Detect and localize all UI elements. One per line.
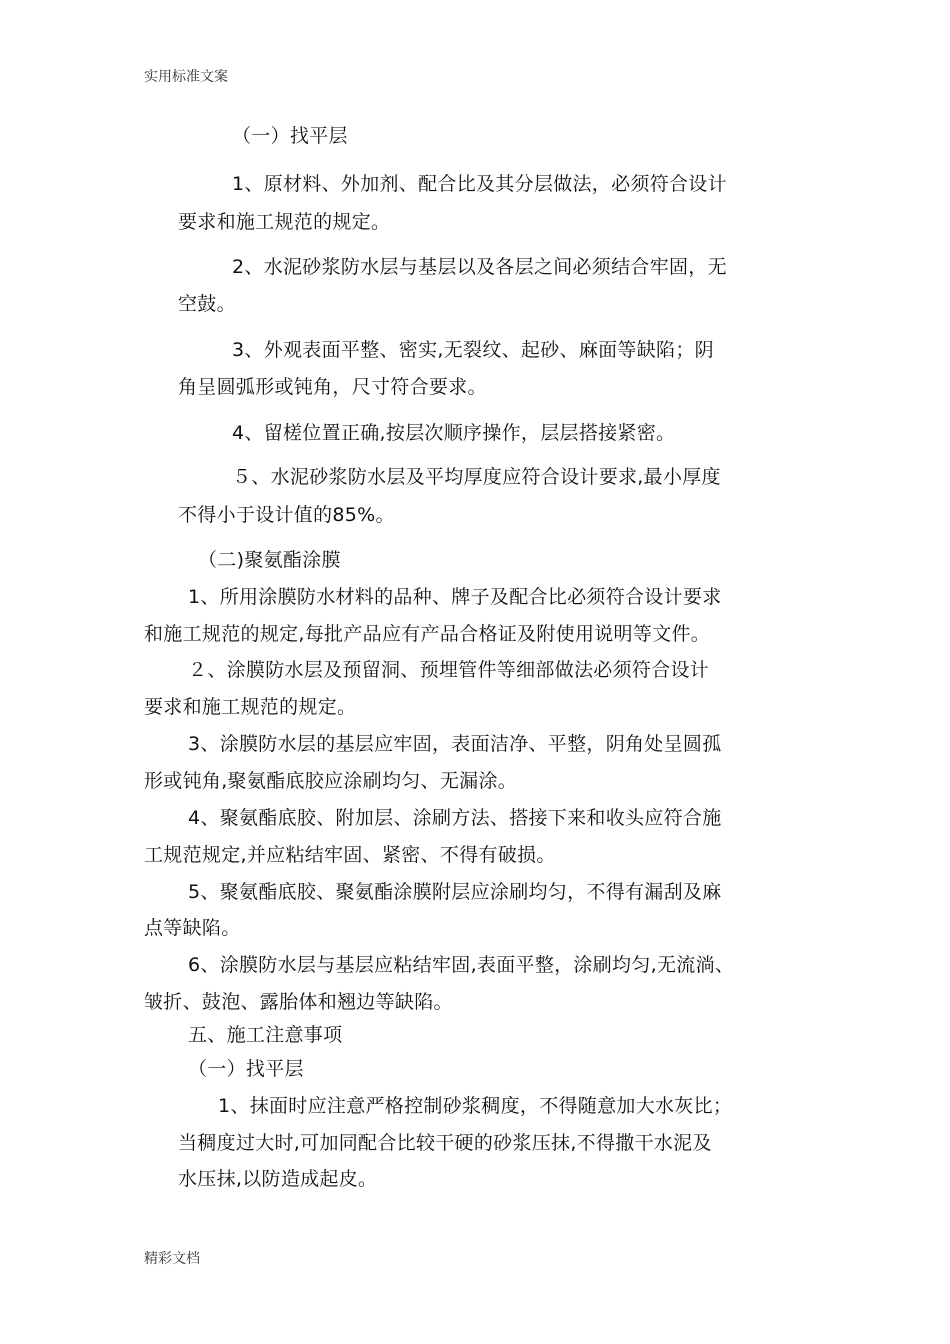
- paragraph-line: ５、水泥砂浆防水层及平均厚度应符合设计要求,最小厚度: [232, 466, 721, 488]
- paragraph-line: 空鼓。: [178, 293, 236, 315]
- paragraph-line: 水压抹,以防造成起皮。: [178, 1168, 378, 1190]
- paragraph-line: 1、原材料、外加剂、配合比及其分层做法，必须符合设计: [232, 173, 727, 195]
- paragraph-line: 2、水泥砂浆防水层与基层以及各层之间必须结合牢固，无: [232, 256, 727, 278]
- paragraph-line: 当稠度过大时,可加同配合比较干硬的砂浆压抹,不得撒干水泥及: [178, 1132, 712, 1154]
- paragraph-line: 4、聚氨酯底胶、附加层、涂刷方法、搭接下来和收头应符合施: [188, 807, 722, 829]
- paragraph-line: 5、聚氨酯底胶、聚氨酯涂膜附层应涂刷均匀，不得有漏刮及麻: [188, 881, 722, 903]
- paragraph-line: 3、涂膜防水层的基层应牢固，表面洁净、平整，阴角处呈圆孤: [188, 733, 722, 755]
- paragraph-line: 和施工规范的规定,每批产品应有产品合格证及附使用说明等文件。: [144, 623, 711, 645]
- paragraph-line: 形或钝角,聚氨酯底胶应涂刷均匀、无漏涂。: [144, 770, 518, 792]
- paragraph-line: 1、抹面时应注意严格控制砂浆稠度，不得随意加大水灰比；: [218, 1095, 733, 1117]
- paragraph-line: 4、留槎位置正确,按层次顺序操作，层层搭接紧密。: [232, 422, 676, 444]
- paragraph-line: 点等缺陷。: [144, 917, 241, 939]
- section-heading: 五、施工注意事项: [188, 1024, 343, 1046]
- paragraph-line: 皱折、鼓泡、露胎体和翘边等缺陷。: [144, 991, 453, 1013]
- section-heading: （二)聚氨酯涂膜: [198, 549, 341, 571]
- page-header: 实用标准文案: [144, 69, 228, 85]
- paragraph-line: 不得小于设计值的85%。: [178, 504, 395, 526]
- section-heading: （一）找平层: [232, 125, 348, 147]
- paragraph-line: ２、涂膜防水层及预留洞、预埋管件等细部做法必须符合设计: [188, 659, 710, 681]
- paragraph-line: 要求和施工规范的规定。: [144, 696, 357, 718]
- page-footer: 精彩文档: [144, 1251, 200, 1267]
- paragraph-line: 角呈圆弧形或钝角，尺寸符合要求。: [178, 376, 487, 398]
- section-heading: （一）找平层: [188, 1058, 304, 1080]
- paragraph-line: 要求和施工规范的规定。: [178, 211, 391, 233]
- paragraph-line: 1、所用涂膜防水材料的品种、牌子及配合比必须符合设计要求: [188, 586, 722, 608]
- paragraph-line: 3、外观表面平整、密实,无裂纹、起砂、麻面等缺陷；阴: [232, 339, 714, 361]
- paragraph-line: 6、涂膜防水层与基层应粘结牢固,表面平整，涂刷均匀,无流淌、: [188, 954, 735, 976]
- paragraph-line: 工规范规定,并应粘结牢固、紧密、不得有破损。: [144, 844, 556, 866]
